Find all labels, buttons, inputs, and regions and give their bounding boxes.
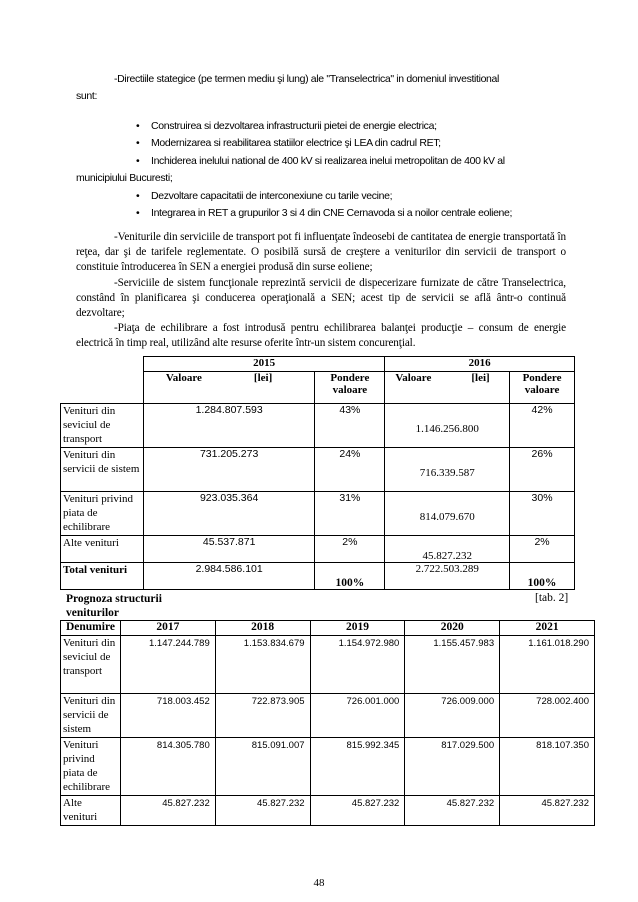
pondere-header-2016: Pondere valoare <box>510 372 575 404</box>
bullet-icon: • <box>136 137 140 150</box>
page-number: 48 <box>313 877 325 889</box>
intro-line-1: -Directiile stategice (pe termen mediu şi lung) ale "Transelectrica" in domeniul investitional <box>114 73 500 85</box>
bullet-item: • Integrarea in RET a grupurilor 3 si 4 din CNE Cernavoda si a noilor centrale eoliene; <box>76 205 566 222</box>
year-2015-header: 2015 <box>143 357 384 372</box>
paragraph-system-services: -Serviciile de sistem funcţionale reprezintă servicii de dispecerizare furnizate de către Transelectrica, constând în planificarea şi conducerea operaţională a SEN; acest tip de servicii se află ântr-o continuă dezvoltare; <box>76 276 566 320</box>
total-row: Total venituri 2.984.586.101 100% 2.722.503.289 100% <box>61 563 575 590</box>
bullet-item-continuation: municipiului Bucuresti; <box>76 172 173 185</box>
revenue-paragraphs <box>76 230 566 352</box>
strategic-directions-list <box>76 118 566 222</box>
table-row: Venituri din servicii de sistem 718.003.452 722.873.905 726.001.000 726.009.000 728.002.400 <box>61 694 595 738</box>
bullet-icon: • <box>136 120 140 132</box>
table-row: Alte venituri 45.827.232 45.827.232 45.827.232 45.827.232 45.827.232 <box>61 796 595 826</box>
bullet-item: • Modernizarea si reabilitarea statiilor electrice şi LEA din cadrul RET; <box>76 135 566 152</box>
table-row: Venituri privind piata de echilibrare 923.035.364 31% 814.079.670 30% <box>61 492 575 536</box>
forecast-table-tag: [tab. 2] <box>535 592 569 604</box>
bullet-item: • Inchiderea inelului national de 400 kV si realizarea inelui metropolitan de 400 kV al <box>76 153 566 170</box>
revenue-forecast-table <box>60 620 595 826</box>
table-header-row: Denumire 2017 2018 2019 2020 2021 <box>61 621 595 636</box>
table-row: Venituri din seviciul de transport 1.147.244.789 1.153.834.679 1.154.972.980 1.155.457.983 1.161.018.290 <box>61 636 595 694</box>
pondere-header-2015: Pondere valoare <box>315 372 385 404</box>
intro-paragraph <box>76 71 566 105</box>
forecast-table-caption: Prognoza structurii veniturilor <box>66 593 162 619</box>
valoare-header-2015: Valoare [lei] <box>143 372 315 404</box>
bullet-icon: • <box>136 207 140 220</box>
table-row: Venituri din servicii de sistem 731.205.273 24% 716.339.587 26% <box>61 448 575 492</box>
table-row: Venituri din seviciul de transport 1.284.807.593 43% 1.146.256.800 42% <box>61 404 575 448</box>
empty-corner-cell <box>61 357 144 404</box>
table-row: Venituri privind piata de echilibrare 814.305.780 815.091.007 815.992.345 817.029.500 818.107.350 <box>61 738 595 796</box>
year-2016-header: 2016 <box>385 357 575 372</box>
table-row: Alte venituri 45.537.871 2% 45.827.232 2% <box>61 536 575 563</box>
valoare-header-2016: Valoare [lei] <box>385 372 510 404</box>
bullet-item: • Dezvoltare capacitatii de interconexiune cu tarile vecine; <box>76 188 566 205</box>
paragraph-balancing-market: -Piaţa de echilibrare a fost introdusă pentru echilibrarea balanţei producţie – consum de energie electrică în timp real, utilizând alte resurse oferite într-un sistem concurenţial. <box>76 322 566 350</box>
bullet-icon: • <box>136 154 140 167</box>
paragraph-transport: -Veniturile din serviciile de transport pot fi influenţate îndeosebi de cantitatea de energie transportată în reţea, dar şi de tarifele reglementate. O posibilă sursă de creştere a veniturilor din servicii de transport o constituie întroducerea în SEN a energiei produsă din surse eoliene; <box>76 231 566 274</box>
bullet-icon: • <box>136 189 140 202</box>
bullet-item: • Construirea si dezvoltarea infrastructurii pietei de energie electrica; <box>76 118 566 135</box>
intro-line-2: sunt: <box>76 90 98 102</box>
revenue-table-2015-2016 <box>60 356 575 590</box>
